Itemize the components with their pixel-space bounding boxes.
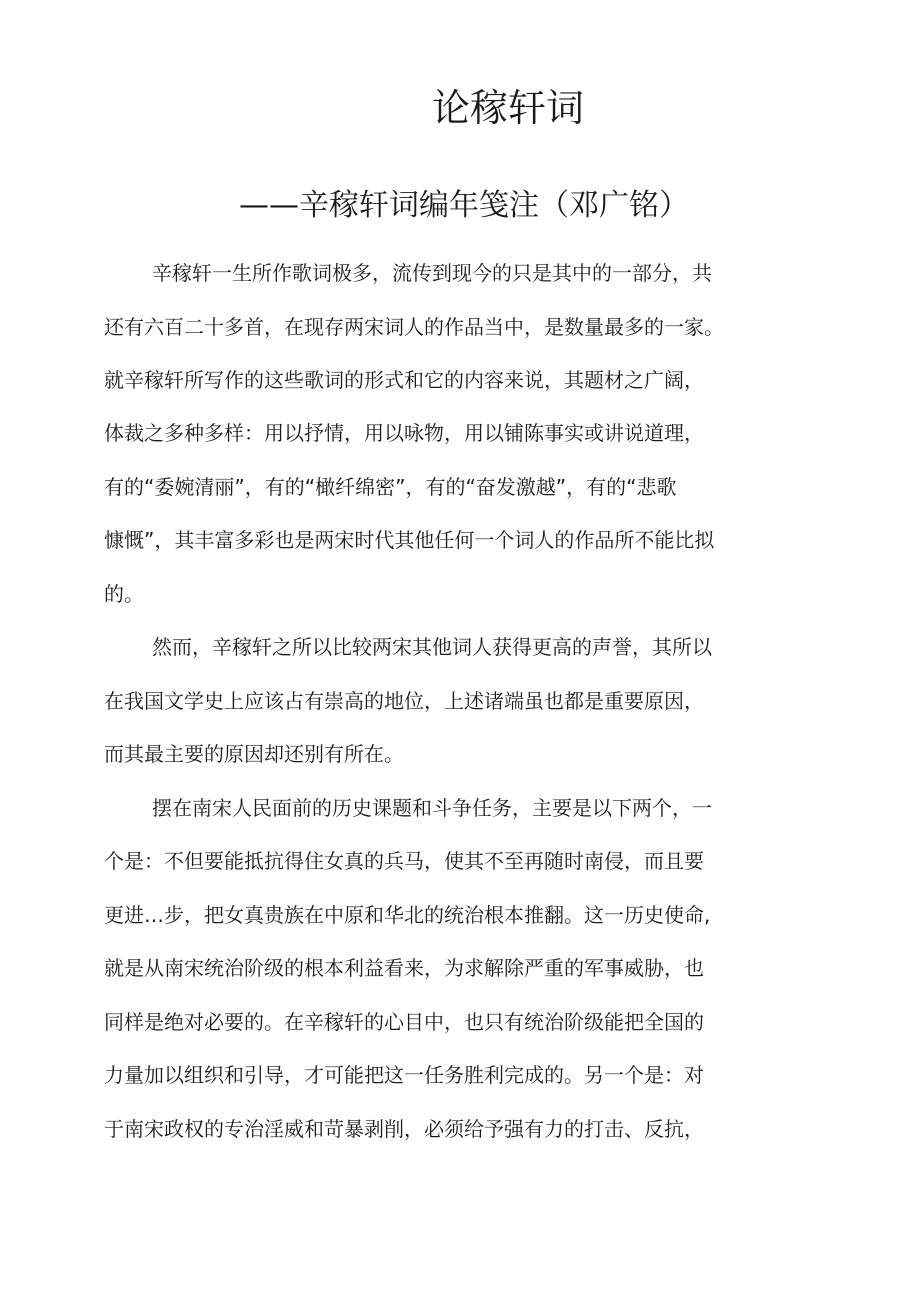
text-line: 就是从南宋统治阶级的根本利益看来，为求解除严重的军事威胁，也: [104, 956, 704, 980]
text-line: 体裁之多种多样：用以抒情，用以咏物，用以铺陈事实或讲说道理，: [104, 421, 704, 445]
text-line: 更进…步，把女真贵族在中原和华北的统治根本推翻。这一历史使命,: [104, 903, 711, 927]
text-line: 在我国文学史上应该占有崇高的地位，上述诸端虽也都是重要原因，: [104, 689, 704, 713]
text-line: 慷慨”，其丰富多彩也是两宋时代其他任何一个词人的作品所不能比拟: [104, 528, 715, 552]
text-line: 的。: [104, 582, 144, 606]
text-line: 个是：不但要能抵抗得住女真的兵马，使其不至再随时南侵，而且要: [104, 849, 704, 873]
text-line: 而其最主要的原因却还别有所在。: [104, 742, 404, 766]
text-line: 摆在南宋人民面前的历史课题和斗争任务，主要是以下两个，一: [152, 796, 712, 820]
document-title: 论稼轩词: [431, 86, 584, 130]
text-line: 然而，辛稼轩之所以比较两宋其他词人获得更高的声誉，其所以: [152, 635, 712, 659]
text-line: 有的“委婉清丽”，有的“橄纤绵密”，有的“奋发激越”，有的“悲歌: [104, 475, 677, 499]
document-subtitle: ——辛稼轩词编年笺注（邓广铭）: [239, 188, 689, 223]
text-line: 还有六百二十多首，在现存两宋词人的作品当中，是数量最多的一家。: [104, 315, 724, 339]
text-line: 辛稼轩一生所作歌词极多，流传到现今的只是其中的一部分，共: [152, 261, 712, 285]
text-line: 于南宋政权的专治淫威和苛暴剥削，必须给予强有力的打击、反抗，: [104, 1117, 704, 1141]
text-line: 力量加以组织和引导，才可能把这一任务胜利完成的。另一个是：对: [104, 1063, 704, 1087]
text-line: 同样是绝对必要的。在辛稼轩的心目中，也只有统治阶级能把全国的: [104, 1010, 704, 1034]
text-line: 就辛稼轩所写作的这些歌词的形式和它的内容来说，其题材之广阔，: [104, 368, 704, 392]
